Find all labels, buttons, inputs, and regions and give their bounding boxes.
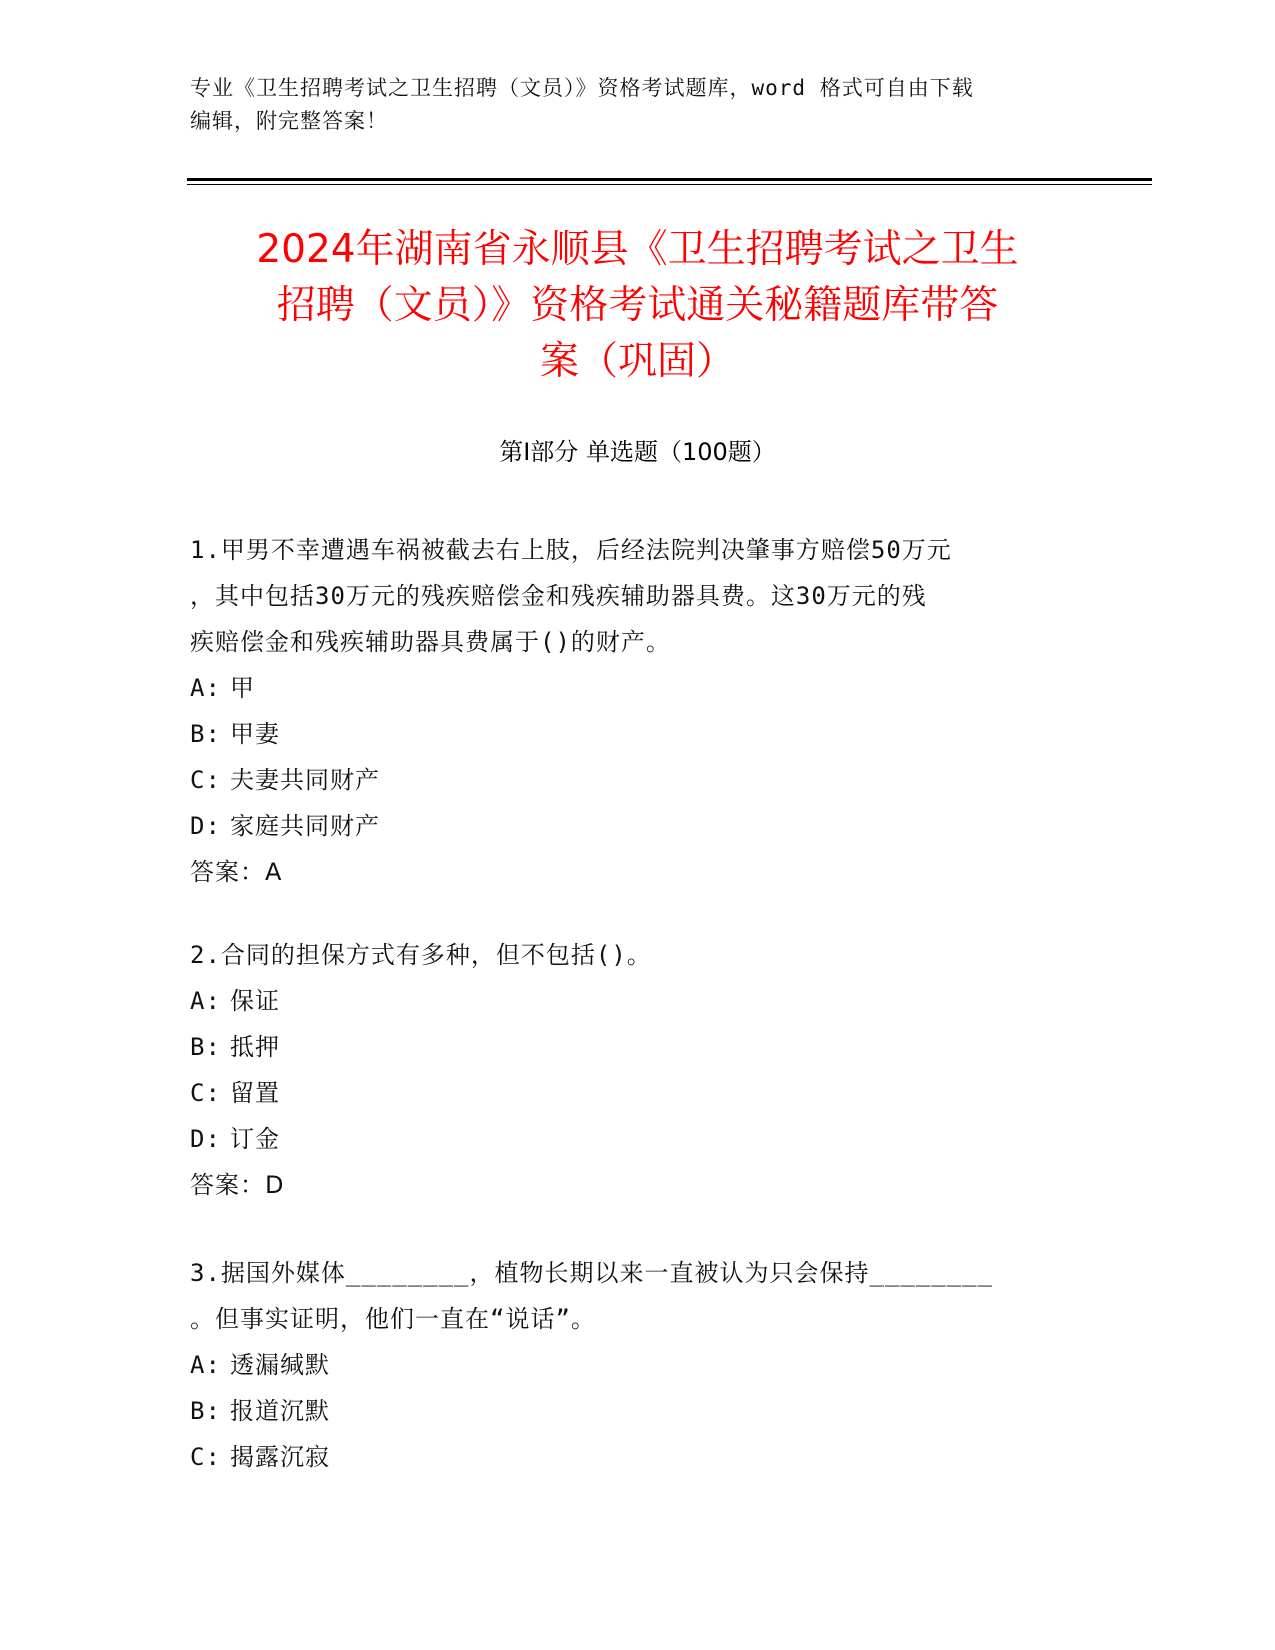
- option-text: 甲: [230, 674, 255, 702]
- title-line: 2024年湖南省永顺县《卫生招聘考试之卫生: [256, 227, 1019, 272]
- option-b: [190, 1024, 1090, 1070]
- option-d: [190, 803, 1090, 849]
- question-stem: [190, 1250, 1090, 1342]
- option-letter: B:: [190, 1033, 221, 1061]
- option-text: 报道沉默: [230, 1397, 330, 1425]
- stem-line: 。但事实证明，他们一直在“说话”。: [190, 1305, 596, 1333]
- option-b: [190, 711, 1090, 757]
- question-1: [190, 527, 1090, 895]
- option-a: [190, 978, 1090, 1024]
- option-text: 抵押: [230, 1033, 280, 1061]
- header-divider-thick: [187, 178, 1152, 181]
- option-a: [190, 665, 1090, 711]
- option-letter: A:: [190, 674, 221, 702]
- option-letter: C:: [190, 1079, 221, 1107]
- option-a: [190, 1342, 1090, 1388]
- header-note-line: 专业《卫生招聘考试之卫生招聘（文员）》资格考试题库，word 格式可自由下载: [190, 76, 974, 100]
- option-letter: A:: [190, 1351, 221, 1379]
- stem-line: 疾赔偿金和残疾辅助器具费属于()的财产。: [190, 628, 671, 656]
- option-text: 保证: [230, 987, 280, 1015]
- question-stem: [190, 932, 1090, 978]
- stem-line: ，其中包括30万元的残疾赔偿金和残疾辅助器具费。这30万元的残: [190, 582, 927, 610]
- option-b: [190, 1388, 1090, 1434]
- option-text: 透漏缄默: [230, 1351, 330, 1379]
- stem-line: 3.据国外媒体________，植物长期以来一直被认为只会保持________: [190, 1259, 994, 1287]
- option-letter: D:: [190, 1125, 221, 1153]
- header-note-line: 编辑，附完整答案！: [190, 109, 388, 133]
- option-text: 留置: [230, 1079, 280, 1107]
- stem-line: 2.合同的担保方式有多种，但不包括()。: [190, 941, 652, 969]
- section-heading: 第Ⅰ部分 单选题（100题）: [499, 438, 776, 466]
- question-stem: [190, 527, 1090, 665]
- header-note: [190, 72, 1090, 138]
- option-letter: C:: [190, 1443, 221, 1471]
- option-text: 夫妻共同财产: [230, 766, 380, 794]
- option-text: 揭露沉寂: [230, 1443, 330, 1471]
- option-text: 家庭共同财产: [230, 812, 380, 840]
- option-text: 订金: [230, 1125, 280, 1153]
- title-line: 案（巩固）: [539, 339, 735, 384]
- option-letter: B:: [190, 720, 221, 748]
- option-letter: D:: [190, 812, 221, 840]
- option-letter: C:: [190, 766, 221, 794]
- question-3: [190, 1250, 1090, 1480]
- answer: 答案：A: [190, 858, 283, 886]
- title-line: 招聘（文员）》资格考试通关秘籍题库带答: [276, 283, 999, 328]
- document-title: [170, 222, 1105, 390]
- option-text: 甲妻: [230, 720, 280, 748]
- answer: 答案：D: [190, 1171, 285, 1199]
- header-divider-thin: [187, 184, 1152, 185]
- option-c: [190, 1434, 1090, 1480]
- question-2: [190, 932, 1090, 1208]
- option-c: [190, 1070, 1090, 1116]
- option-letter: A:: [190, 987, 221, 1015]
- stem-line: 1.甲男不幸遭遇车祸被截去右上肢，后经法院判决肇事方赔偿50万元: [190, 536, 952, 564]
- option-d: [190, 1116, 1090, 1162]
- option-letter: B:: [190, 1397, 221, 1425]
- option-c: [190, 757, 1090, 803]
